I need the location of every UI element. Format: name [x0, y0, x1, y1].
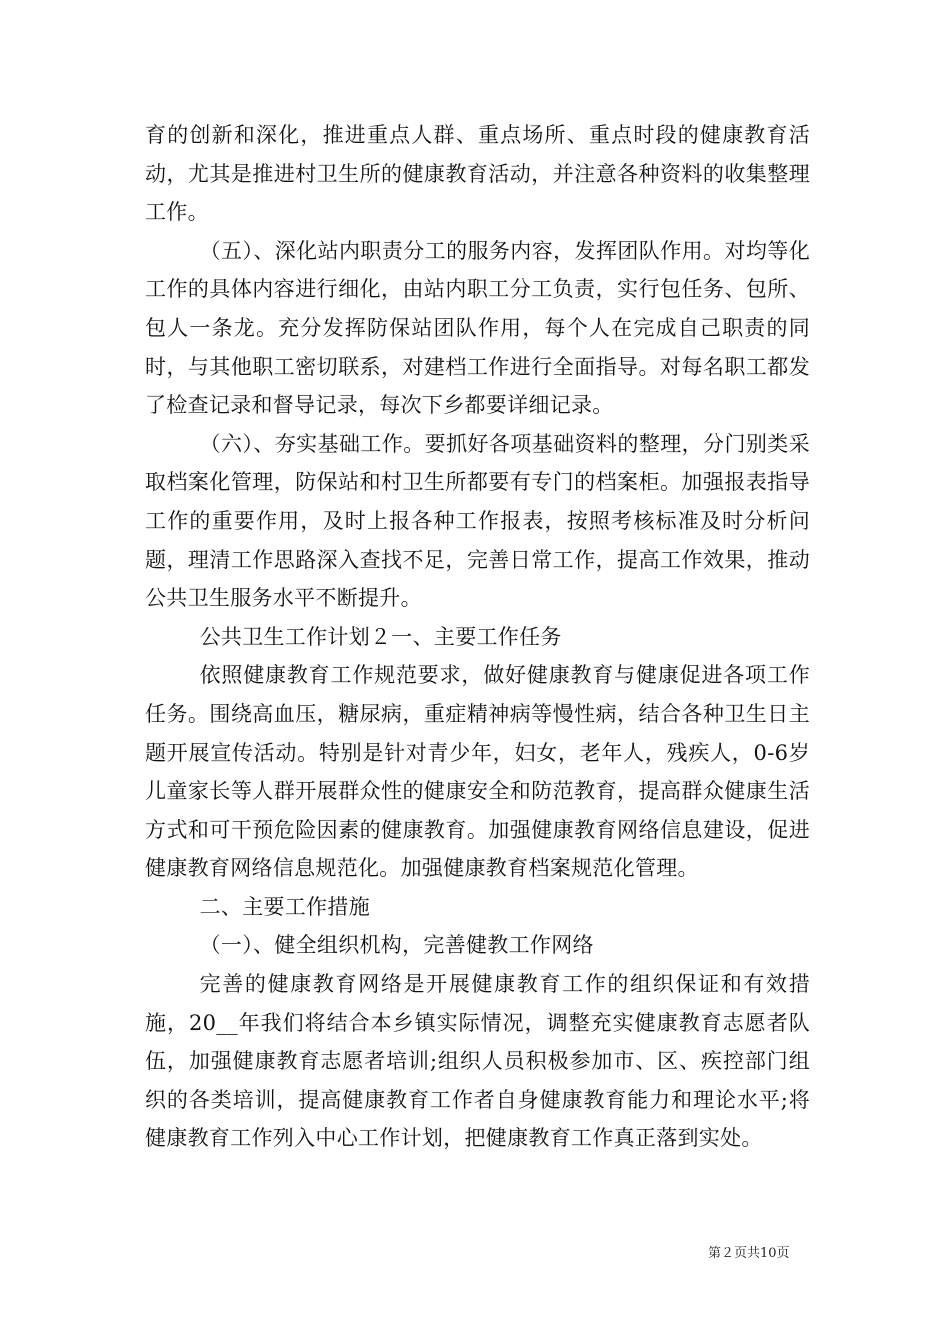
heading-plan-two-main-tasks: 公共卫生工作计划２一、主要工作任务 — [199, 624, 562, 649]
paragraph-section-six: （六）、夯实基础工作。要抓好各项基础资料的整理，分门别类采取档案化管理，防保站和村卫生所都要有专门的档案柜。加强报表指导工作的重要作用，及时上报各种工作报表，按照考核标准及时分析问题，理清工作思路深入查找不足，完善日常工作，提高工作效果，推动公共卫生服务水平不断提升。 — [145, 431, 810, 611]
paragraph-measure-one: 完善的健康教育网络是开展健康教育工作的组织保证和有效措施，20__年我们将结合本乡镇实际情况，调整充实健康教育志愿者队伍，加强健康教育志愿者培训;组织人员积极参加市、区、疾控部门组织的各类培训，提高健康教育工作者自身健康教育能力和理论水平;将健康教育工作列入中心工作计划，把健康教育工作真正落到实处。 — [145, 972, 810, 1151]
heading-measure-one: （一）、健全组织机构，完善健教工作网络 — [199, 933, 594, 958]
paragraph-continuation: 育的创新和深化，推进重点人群、重点场所、重点时段的健康教育活动，尤其是推进村卫生所的健康教育活动，并注意各种资料的收集整理工作。 — [145, 123, 810, 225]
paragraph-section-five: （五）、深化站内职责分工的服务内容，发挥团队作用。对均等化工作的具体内容进行细化，由站内职工分工负责，实行包任务、包所、包人一条龙。充分发挥防保站团队作用，每个人在完成自己职责的同时，与其他职工密切联系，对建档工作进行全面指导。对每名职工都发了检查记录和督导记录，每次下乡都要详细记录。 — [145, 238, 810, 418]
heading-main-measures: 二、主要工作措施 — [199, 894, 370, 919]
paragraph-main-tasks: 依照健康教育工作规范要求，做好健康教育与健康促进各项工作任务。围绕高血压，糖尿病，重症精神病等慢性病，结合各种卫生日主题开展宣传活动。特别是针对青少年，妇女，老年人，残疾人，0-6岁儿童家长等人群开展群众性的健康安全和防范教育，提高群众健康生活方式和可干预危险因素的健康教育。加强健康教育网络信息建设，促进健康教育网络信息规范化。加强健康教育档案规范化管理。 — [145, 663, 810, 881]
page-number-footer: 第２页共10页 — [708, 1246, 790, 1261]
document-body — [145, 116, 810, 1158]
